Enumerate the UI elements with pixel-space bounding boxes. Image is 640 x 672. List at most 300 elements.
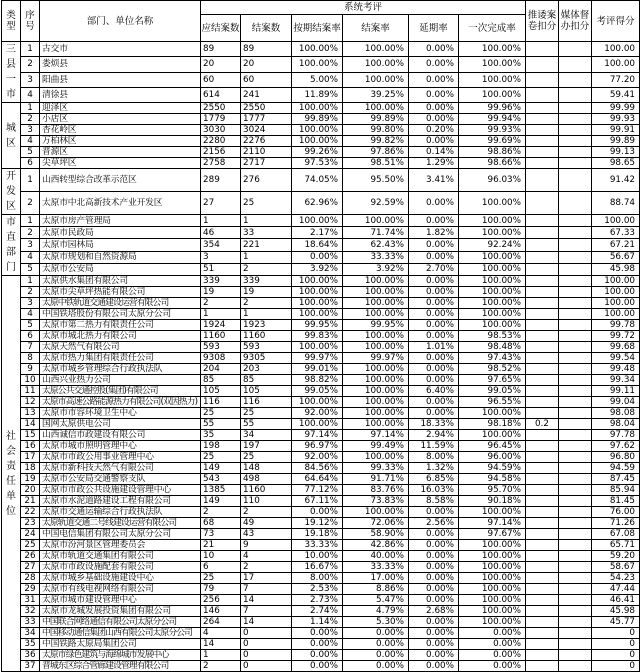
unit-name: 迎泽区 — [40, 103, 201, 114]
media-supervision — [559, 320, 592, 331]
media-supervision — [559, 408, 592, 419]
table-row — [2, 518, 640, 529]
score: 99.78 — [592, 320, 640, 331]
overdue-rate: 0.00% — [409, 57, 459, 72]
push-deduction — [526, 661, 559, 672]
closed-cases: 105 — [241, 386, 292, 397]
unit-name: 太原市水泥道路建设工程有限公司 — [40, 496, 201, 507]
unit-name: 晋城东区综合管廊建设管理有限公司 — [40, 661, 201, 672]
due-cases: 264 — [201, 617, 241, 628]
row-index: 2 — [21, 192, 40, 215]
score: 67.08 — [592, 529, 640, 540]
row-index: 2 — [21, 227, 40, 239]
overdue-rate: 1.29% — [409, 158, 459, 169]
overdue-rate: 0.00% — [409, 661, 459, 672]
ontime-rate: 100.00% — [292, 125, 343, 136]
closed-cases: 2276 — [241, 136, 292, 147]
close-rate: 58.90% — [343, 529, 409, 540]
overdue-rate: 0.00% — [409, 136, 459, 147]
due-cases: 2 — [201, 507, 241, 518]
due-cases: 1385 — [201, 485, 241, 496]
header-ontime-rate: 按期结案率 — [292, 15, 343, 42]
close-rate: 0.00% — [343, 650, 409, 661]
row-index: 4 — [21, 251, 40, 263]
ontime-rate: 2.17% — [292, 227, 343, 239]
score: 87.45 — [592, 474, 640, 485]
ontime-rate: 98.82% — [292, 375, 343, 386]
media-supervision — [559, 147, 592, 158]
closed-cases: 2 — [241, 298, 292, 309]
due-cases: 149 — [201, 463, 241, 474]
header-unit-name: 部门、单位名称 — [40, 1, 201, 42]
row-index: 34 — [21, 628, 40, 639]
due-cases: 614 — [201, 87, 241, 102]
media-supervision — [559, 158, 592, 169]
ontime-rate: 10.00% — [292, 551, 343, 562]
push-deduction — [526, 452, 559, 463]
table-row — [2, 114, 640, 125]
score: 0 — [592, 650, 640, 661]
overdue-rate: 0.14% — [409, 147, 459, 158]
due-cases: 3 — [201, 251, 241, 263]
close-rate: 0.00% — [343, 661, 409, 672]
ontime-rate: 74.05% — [292, 169, 343, 192]
media-supervision — [559, 136, 592, 147]
push-deduction — [526, 496, 559, 507]
close-rate: 0.00% — [343, 628, 409, 639]
score: 85.94 — [592, 485, 640, 496]
close-rate: 100.00% — [343, 276, 409, 287]
push-deduction — [526, 331, 559, 342]
unit-name: 太原市尖草坪热能有限公司 — [40, 287, 201, 298]
table-row — [2, 595, 640, 606]
due-cases: 2 — [201, 298, 241, 309]
overdue-rate: 0.00% — [409, 562, 459, 573]
overdue-rate: 0.00% — [409, 617, 459, 628]
score: 46.41 — [592, 595, 640, 606]
close-rate: 100.00% — [343, 342, 409, 353]
table-row — [2, 215, 640, 227]
due-cases: 543 — [201, 474, 241, 485]
close-rate: 100.00% — [343, 364, 409, 375]
first-time-rate: 99.94% — [459, 114, 526, 125]
overdue-rate: 11.59% — [409, 441, 459, 452]
first-time-rate: 100.00% — [459, 595, 526, 606]
ontime-rate: 100.00% — [292, 342, 343, 353]
unit-name: 太原市龙城发展投资集团有限公司 — [40, 606, 201, 617]
ontime-rate: 67.11% — [292, 496, 343, 507]
score: 99.11 — [592, 386, 640, 397]
ontime-rate: 2.74% — [292, 606, 343, 617]
row-index: 21 — [21, 496, 40, 507]
unit-name: 尖草坪区 — [40, 158, 201, 169]
push-deduction — [526, 136, 559, 147]
close-rate: 100.00% — [343, 331, 409, 342]
ontime-rate: 64.64% — [292, 474, 343, 485]
close-rate: 42.86% — [343, 540, 409, 551]
due-cases: 60 — [201, 72, 241, 87]
ontime-rate: 0.00% — [292, 251, 343, 263]
closed-cases: 116 — [241, 397, 292, 408]
due-cases: 354 — [201, 239, 241, 251]
due-cases: 593 — [201, 342, 241, 353]
closed-cases: 0 — [241, 661, 292, 672]
table-row — [2, 331, 640, 342]
unit-name: 山西诚信市政建设有限公司 — [40, 430, 201, 441]
unit-name: 太原市市政公用事业管理中心 — [40, 452, 201, 463]
close-rate: 99.33% — [343, 463, 409, 474]
table-row — [2, 169, 640, 192]
first-time-rate: 100.00% — [459, 87, 526, 102]
due-cases: 85 — [201, 375, 241, 386]
closed-cases: 0 — [241, 639, 292, 650]
score: 45.98 — [592, 263, 640, 275]
ontime-rate: 8.00% — [292, 573, 343, 584]
score: 99.54 — [592, 353, 640, 364]
media-supervision — [559, 215, 592, 227]
unit-name: 娄烦县 — [40, 57, 201, 72]
due-cases: 10 — [201, 551, 241, 562]
ontime-rate: 19.12% — [292, 518, 343, 529]
score: 0 — [592, 628, 640, 639]
media-supervision — [559, 518, 592, 529]
row-index: 2 — [21, 114, 40, 125]
media-supervision — [559, 251, 592, 263]
first-time-rate: 100.00% — [459, 408, 526, 419]
close-rate: 98.51% — [343, 158, 409, 169]
score: 99.13 — [592, 147, 640, 158]
due-cases: 2280 — [201, 136, 241, 147]
media-supervision — [559, 103, 592, 114]
header-closed-cases: 结案数 — [241, 15, 292, 42]
push-deduction — [526, 276, 559, 287]
due-cases: 1924 — [201, 320, 241, 331]
overdue-rate: 6.85% — [409, 474, 459, 485]
category-cell: 开发区 — [2, 169, 21, 215]
due-cases: 2 — [201, 661, 241, 672]
closed-cases: 593 — [241, 342, 292, 353]
overdue-rate: 0.00% — [409, 595, 459, 606]
first-time-rate: 100.00% — [459, 320, 526, 331]
first-time-rate: 99.05% — [459, 386, 526, 397]
ontime-rate: 3.92% — [292, 263, 343, 275]
row-index: 6 — [21, 158, 40, 169]
table-row — [2, 584, 640, 595]
unit-name: 中国铁塔股份有限公司太原分公司 — [40, 309, 201, 320]
unit-name: 杏花岭区 — [40, 125, 201, 136]
table-row — [2, 474, 640, 485]
first-time-rate: 98.86% — [459, 147, 526, 158]
first-time-rate: 98.18% — [459, 419, 526, 430]
due-cases: 27 — [201, 192, 241, 215]
push-deduction — [526, 562, 559, 573]
unit-name: 太原市有线电视网络有限公司 — [40, 584, 201, 595]
first-time-rate: 96.00% — [459, 452, 526, 463]
close-rate: 99.95% — [343, 320, 409, 331]
due-cases: 20 — [201, 57, 241, 72]
first-time-rate: 97.65% — [459, 375, 526, 386]
push-deduction — [526, 441, 559, 452]
unit-name: 太原市城乡管理综合行政执法队 — [40, 364, 201, 375]
score: 98.65 — [592, 158, 640, 169]
first-time-rate: 96.03% — [459, 169, 526, 192]
overdue-rate: 0.00% — [409, 408, 459, 419]
closed-cases: 33 — [241, 227, 292, 239]
closed-cases: 3024 — [241, 125, 292, 136]
closed-cases: 9 — [241, 540, 292, 551]
closed-cases: 2 — [241, 507, 292, 518]
closed-cases: 7 — [241, 606, 292, 617]
closed-cases: 34 — [241, 430, 292, 441]
push-deduction — [526, 57, 559, 72]
row-index: 1 — [21, 215, 40, 227]
row-index: 24 — [21, 529, 40, 540]
row-index: 12 — [21, 397, 40, 408]
close-rate: 97.14% — [343, 430, 409, 441]
first-time-rate: 96.45% — [459, 441, 526, 452]
first-time-rate: 100.00% — [459, 562, 526, 573]
ontime-rate: 99.83% — [292, 331, 343, 342]
row-index: 32 — [21, 606, 40, 617]
overdue-rate: 0.00% — [409, 251, 459, 263]
table-row — [2, 496, 640, 507]
first-time-rate: 99.93% — [459, 125, 526, 136]
due-cases: 1779 — [201, 114, 241, 125]
due-cases: 1 — [201, 309, 241, 320]
close-rate: 0.00% — [343, 639, 409, 650]
score: 45.77 — [592, 617, 640, 628]
first-time-rate: 97.43% — [459, 353, 526, 364]
table-row — [2, 192, 640, 215]
unit-name: 太原公共交通控股(集团)有限公司 — [40, 386, 201, 397]
score: 65.71 — [592, 540, 640, 551]
table-row — [2, 239, 640, 251]
close-rate: 5.47% — [343, 595, 409, 606]
overdue-rate: 1.82% — [409, 227, 459, 239]
closed-cases: 203 — [241, 364, 292, 375]
push-deduction — [526, 573, 559, 584]
header-first-time-rate: 一次完成率 — [459, 15, 526, 42]
closed-cases: 4 — [241, 551, 292, 562]
ontime-rate: 100.00% — [292, 42, 343, 57]
overdue-rate: 6.40% — [409, 386, 459, 397]
close-rate: 95.50% — [343, 169, 409, 192]
score: 58.67 — [592, 562, 640, 573]
overdue-rate: 0.00% — [409, 397, 459, 408]
due-cases: 55 — [201, 419, 241, 430]
close-rate: 99.82% — [343, 136, 409, 147]
first-time-rate: 100.00% — [459, 584, 526, 595]
close-rate: 62.43% — [343, 239, 409, 251]
unit-name: 太原市城北热力有限公司 — [40, 331, 201, 342]
ontime-rate: 0.00% — [292, 650, 343, 661]
table-row — [2, 57, 640, 72]
close-rate: 33.33% — [343, 251, 409, 263]
media-supervision — [559, 562, 592, 573]
table-header — [2, 1, 640, 42]
header-index: 序号 — [21, 1, 40, 42]
first-time-rate: 94.58% — [459, 474, 526, 485]
close-rate: 100.00% — [343, 452, 409, 463]
closed-cases: 55 — [241, 419, 292, 430]
close-rate: 99.49% — [343, 441, 409, 452]
overdue-rate: 0.00% — [409, 87, 459, 102]
ontime-rate: 100.00% — [292, 419, 343, 430]
media-supervision — [559, 42, 592, 57]
push-deduction — [526, 309, 559, 320]
first-time-rate: 100.00% — [459, 227, 526, 239]
ontime-rate: 84.56% — [292, 463, 343, 474]
media-supervision — [559, 661, 592, 672]
score: 98.08 — [592, 408, 640, 419]
header-media-supervision: 媒体督办扣分 — [559, 1, 592, 42]
row-index: 1 — [21, 103, 40, 114]
first-time-rate: 0.00% — [459, 639, 526, 650]
score: 59.41 — [592, 87, 640, 102]
ontime-rate: 18.64% — [292, 239, 343, 251]
score: 96.80 — [592, 452, 640, 463]
due-cases: 256 — [201, 595, 241, 606]
due-cases: 79 — [201, 584, 241, 595]
first-time-rate: 98.53% — [459, 331, 526, 342]
push-deduction — [526, 42, 559, 57]
first-time-rate: 97.14% — [459, 518, 526, 529]
score: 98.04 — [592, 419, 640, 430]
ontime-rate: 2.53% — [292, 584, 343, 595]
ontime-rate: 0.00% — [292, 628, 343, 639]
first-time-rate: 100.00% — [459, 42, 526, 57]
overdue-rate: 0.00% — [409, 650, 459, 661]
row-index: 22 — [21, 507, 40, 518]
due-cases: 2758 — [201, 158, 241, 169]
score: 99.99 — [592, 103, 640, 114]
first-time-rate: 0.00% — [459, 628, 526, 639]
close-rate: 100.00% — [343, 298, 409, 309]
due-cases: 6 — [201, 562, 241, 573]
unit-name: 太原市交通运输综合行政执法队 — [40, 507, 201, 518]
closed-cases: 241 — [241, 87, 292, 102]
push-deduction — [526, 239, 559, 251]
closed-cases: 221 — [241, 239, 292, 251]
due-cases: 1 — [201, 650, 241, 661]
header-overdue-rate: 延期率 — [409, 15, 459, 42]
push-deduction — [526, 375, 559, 386]
overdue-rate: 0.00% — [409, 584, 459, 595]
row-index: 3 — [21, 298, 40, 309]
closed-cases: 17 — [241, 573, 292, 584]
media-supervision — [559, 540, 592, 551]
table-row — [2, 551, 640, 562]
row-index: 3 — [21, 72, 40, 87]
push-deduction — [526, 103, 559, 114]
push-deduction — [526, 551, 559, 562]
ontime-rate: 11.89% — [292, 87, 343, 102]
media-supervision — [559, 474, 592, 485]
push-deduction — [526, 227, 559, 239]
ontime-rate: 2.73% — [292, 595, 343, 606]
due-cases: 1 — [201, 215, 241, 227]
table-row — [2, 227, 640, 239]
row-index: 1 — [21, 42, 40, 57]
unit-name: 小店区 — [40, 114, 201, 125]
score: 47.44 — [592, 584, 640, 595]
close-rate: 40.00% — [343, 551, 409, 562]
close-rate: 100.00% — [343, 386, 409, 397]
overdue-rate: 0.00% — [409, 331, 459, 342]
unit-name: 万柏林区 — [40, 136, 201, 147]
ontime-rate: 100.00% — [292, 287, 343, 298]
score: 100.00 — [592, 42, 640, 57]
due-cases: 21 — [201, 540, 241, 551]
push-deduction — [526, 639, 559, 650]
category-cell: 社会责任单位 — [2, 276, 21, 672]
close-rate: 99.97% — [343, 353, 409, 364]
table-row — [2, 419, 640, 430]
table-row — [2, 375, 640, 386]
row-index: 16 — [21, 441, 40, 452]
close-rate: 99.89% — [343, 114, 409, 125]
first-time-rate: 90.18% — [459, 496, 526, 507]
closed-cases: 14 — [241, 617, 292, 628]
overdue-rate: 0.00% — [409, 72, 459, 87]
overdue-rate: 0.00% — [409, 529, 459, 540]
closed-cases: 1160 — [241, 485, 292, 496]
overdue-rate: 2.68% — [409, 606, 459, 617]
row-index: 1 — [21, 276, 40, 287]
table-row — [2, 72, 640, 87]
unit-name: 太原市新科技天然气有限公司 — [40, 463, 201, 474]
closed-cases: 148 — [241, 463, 292, 474]
media-supervision — [559, 287, 592, 298]
media-supervision — [559, 573, 592, 584]
first-time-rate: 100.00% — [459, 298, 526, 309]
unit-name: 中国移动通信集团山西有限公司太原分公司 — [40, 628, 201, 639]
overdue-rate: 0.00% — [409, 364, 459, 375]
row-index: 3 — [21, 125, 40, 136]
unit-name: 太原市绿色建筑与海绵城市发展中心 — [40, 650, 201, 661]
category-cell: 城区 — [2, 103, 21, 169]
score: 100.00 — [592, 309, 640, 320]
table-row — [2, 287, 640, 298]
media-supervision — [559, 125, 592, 136]
media-supervision — [559, 169, 592, 192]
ontime-rate: 100.00% — [292, 298, 343, 309]
close-rate: 73.83% — [343, 496, 409, 507]
table-row — [2, 125, 640, 136]
unit-name: 太原市汾河景区管理委员会 — [40, 540, 201, 551]
first-time-rate: 100.00% — [459, 72, 526, 87]
media-supervision — [559, 276, 592, 287]
close-rate: 92.59% — [343, 192, 409, 215]
due-cases: 198 — [201, 441, 241, 452]
row-index: 36 — [21, 650, 40, 661]
row-index: 1 — [21, 169, 40, 192]
unit-name: 太原市轨道交通集团有限公司 — [40, 551, 201, 562]
push-deduction — [526, 540, 559, 551]
media-supervision — [559, 551, 592, 562]
ontime-rate: 99.89% — [292, 114, 343, 125]
overdue-rate: 2.94% — [409, 430, 459, 441]
table-row — [2, 452, 640, 463]
due-cases: 51 — [201, 263, 241, 275]
score: 67.21 — [592, 239, 640, 251]
push-deduction — [526, 650, 559, 661]
row-index: 28 — [21, 573, 40, 584]
close-rate: 100.00% — [343, 72, 409, 87]
row-index: 5 — [21, 263, 40, 275]
overdue-rate: 0.00% — [409, 287, 459, 298]
unit-name: 清徐县 — [40, 87, 201, 102]
